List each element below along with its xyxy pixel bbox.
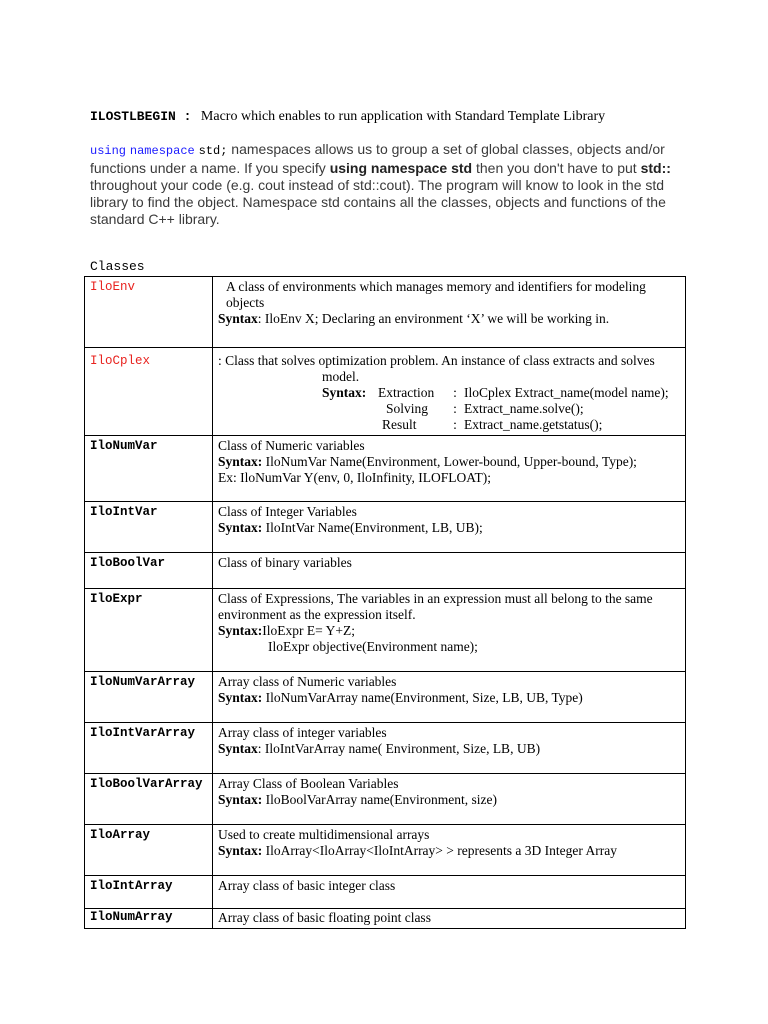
syntax-code: Extract_name.getstatus();	[464, 417, 603, 432]
table-row	[85, 723, 686, 774]
syntax-text: IloArray<IloArray<IloIntArray> > represents a 3D Integer Array	[262, 843, 617, 858]
description-line: IloExpr objective(Environment name);	[268, 639, 478, 654]
description-line: Array class of basic floating point class	[218, 910, 431, 925]
macro-definition	[90, 108, 605, 126]
description-line: A class of environments which manages memory and identifiers for modeling objects	[226, 279, 646, 310]
table-row	[85, 553, 686, 589]
class-name: IloEnv	[85, 277, 213, 348]
class-name: IloNumVar	[85, 436, 213, 502]
class-description	[213, 589, 686, 672]
syntax-code: Extract_name.solve();	[464, 401, 584, 416]
description-line: Class of Numeric variables	[218, 438, 365, 453]
table-row	[85, 825, 686, 876]
class-name: IloExpr	[85, 589, 213, 672]
description-line: Array class of integer variables	[218, 725, 387, 740]
table-row	[85, 436, 686, 502]
syntax-text: IloExpr E= Y+Z;	[262, 623, 355, 638]
keyword-using: using	[90, 144, 127, 158]
syntax-part: Extraction	[378, 385, 435, 400]
syntax-text: IloNumVarArray name(Environment, Size, LB, UB, Type)	[262, 690, 583, 705]
class-name: IloIntVar	[85, 502, 213, 553]
class-description	[213, 909, 686, 929]
description-line: model.	[322, 369, 360, 384]
syntax-label: Syntax:	[322, 385, 367, 400]
syntax-label: Syntax:	[218, 623, 263, 638]
syntax-text: IloNumVar Name(Environment, Lower-bound, Upper-bound, Type);	[262, 454, 637, 469]
syntax-row	[218, 417, 681, 433]
namespace-paragraph	[90, 141, 680, 228]
namespace-text-1: namespaces allows us to group a set of global classes, objects and/or functions under a name. If you specify	[90, 141, 665, 176]
table-row	[85, 672, 686, 723]
class-name: IloBoolVar	[85, 553, 213, 589]
namespace-bold-2: std::	[640, 160, 671, 176]
classes-heading: Classes	[90, 259, 145, 274]
class-description	[213, 876, 686, 909]
class-description	[213, 436, 686, 502]
syntax-label: Syntax	[218, 741, 258, 756]
class-description	[213, 672, 686, 723]
syntax-text: IloBoolVarArray name(Environment, size)	[262, 792, 497, 807]
macro-term: ILOSTLBEGIN :	[90, 109, 192, 124]
syntax-row	[218, 385, 681, 401]
description-line: Array class of Numeric variables	[218, 674, 397, 689]
keyword-namespace: namespace	[129, 144, 195, 158]
class-description	[213, 502, 686, 553]
namespace-text-2: then you don't have to put	[472, 160, 641, 176]
code-std: std;	[198, 144, 228, 158]
macro-text: Macro which enables to run application with Standard Template Library	[200, 109, 606, 124]
table-row	[85, 876, 686, 909]
description-line: Class of binary variables	[218, 555, 352, 570]
description-line: Ex: IloNumVar Y(env, 0, IloInfinity, ILOFLOAT);	[218, 470, 491, 485]
description-line: Array Class of Boolean Variables	[218, 776, 399, 791]
namespace-text-3: throughout your code (e.g. cout instead of std::cout). The program will know to look in the std library to find the object. Namespace std contains all the classes, objects and functions of the standard C++ library.	[90, 177, 666, 227]
syntax-label: Syntax:	[218, 690, 263, 705]
class-description	[213, 348, 686, 436]
class-description	[213, 774, 686, 825]
classes-table	[84, 276, 686, 929]
class-description	[213, 825, 686, 876]
syntax-label: Syntax:	[218, 843, 263, 858]
class-description	[213, 723, 686, 774]
class-name: IloCplex	[85, 348, 213, 436]
table-row	[85, 277, 686, 348]
syntax-text: : IloIntVarArray name( Environment, Size, LB, UB)	[257, 741, 541, 756]
syntax-text: : IloEnv X; Declaring an environment ‘X’ we will be working in.	[257, 311, 610, 326]
table-row	[85, 909, 686, 929]
table-row	[85, 589, 686, 672]
namespace-bold-1: using namespace std	[329, 160, 473, 176]
class-description	[213, 553, 686, 589]
class-name: IloNumVarArray	[85, 672, 213, 723]
description-line: Class of Expressions, The variables in an expression must all belong to the same environment as the expression itself.	[218, 591, 653, 622]
syntax-row	[218, 401, 681, 417]
syntax-colon: :	[453, 385, 457, 400]
description-line: Array class of basic integer class	[218, 878, 396, 893]
class-name: IloIntArray	[85, 876, 213, 909]
class-name: IloArray	[85, 825, 213, 876]
description-line: Class of Integer Variables	[218, 504, 357, 519]
syntax-label: Syntax	[218, 311, 258, 326]
syntax-colon: :	[453, 401, 457, 416]
class-name: IloBoolVarArray	[85, 774, 213, 825]
syntax-label: Syntax:	[218, 792, 263, 807]
table-row	[85, 502, 686, 553]
syntax-label: Syntax:	[218, 520, 263, 535]
syntax-part: Result	[382, 417, 417, 432]
table-row	[85, 348, 686, 436]
syntax-colon: :	[453, 417, 457, 432]
syntax-label: Syntax:	[218, 454, 263, 469]
description-line: Used to create multidimensional arrays	[218, 827, 430, 842]
class-description	[213, 277, 686, 348]
table-row	[85, 774, 686, 825]
syntax-part: Solving	[386, 401, 429, 416]
class-name: IloNumArray	[85, 909, 213, 929]
syntax-text: IloIntVar Name(Environment, LB, UB);	[262, 520, 483, 535]
class-name: IloIntVarArray	[85, 723, 213, 774]
description-line: : Class that solves optimization problem. An instance of class extracts and solves	[218, 353, 655, 368]
syntax-code: IloCplex Extract_name(model name);	[464, 385, 669, 400]
